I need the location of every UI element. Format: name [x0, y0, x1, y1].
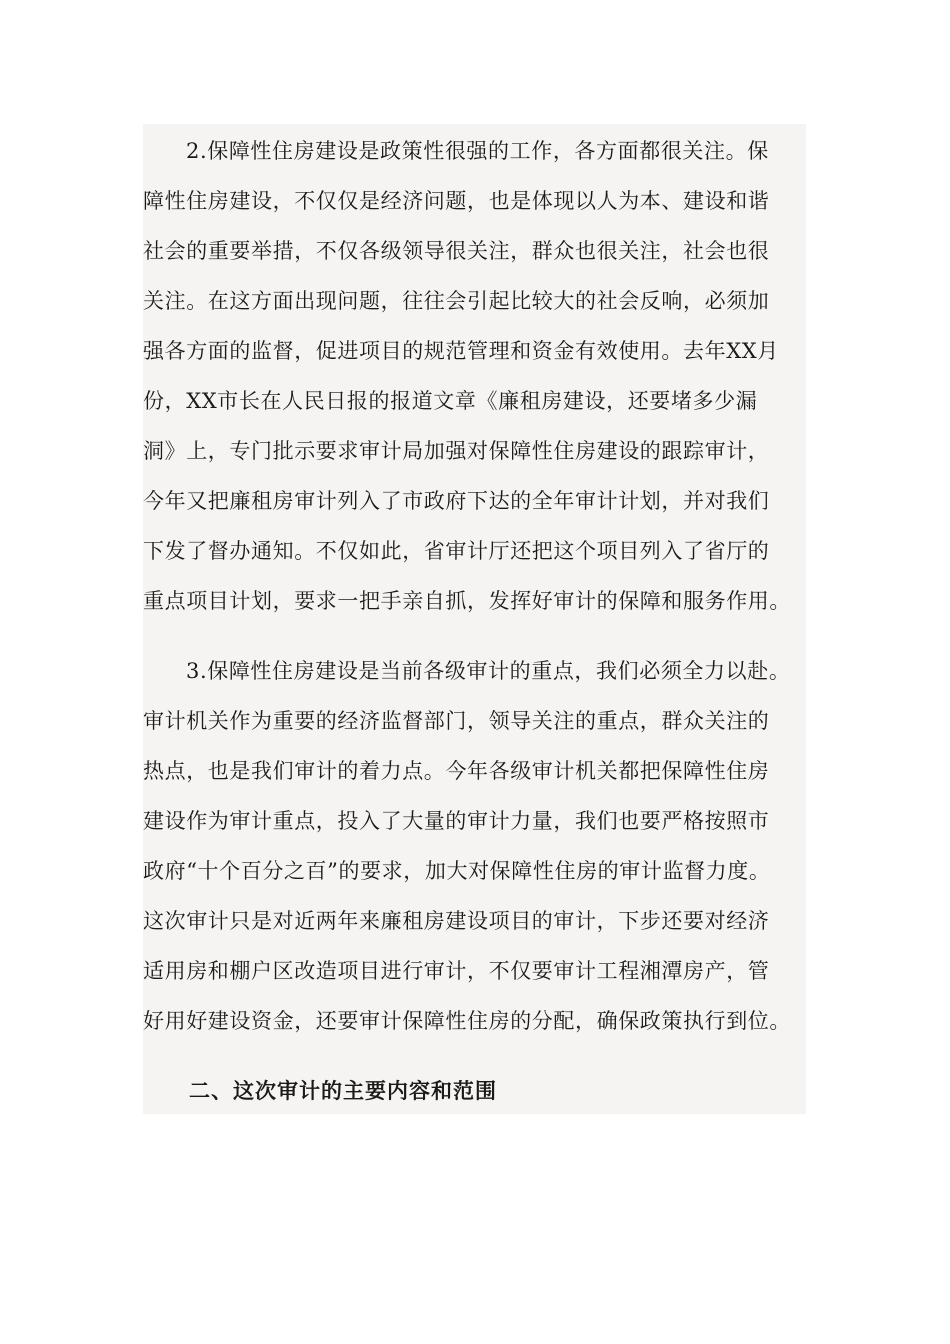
text-line: 洞》上，专门批示要求审计局加强对保障性住房建设的跟踪审计，	[143, 439, 770, 463]
section-heading: 二、这次审计的主要内容和范围	[189, 1079, 497, 1103]
paragraph-3-audit-focus	[143, 646, 833, 1046]
paragraph-2-policy-importance	[143, 126, 833, 626]
text-line: 3.保障性住房建设是当前各级审计的重点，我们必须全力以赴。	[143, 646, 794, 696]
text-line: 份，XX市长在人民日报的报道文章《廉租房建设，还要堵多少漏	[143, 389, 758, 413]
text-line: 好用好建设资金，还要审计保障性住房的分配，确保政策执行到位。	[143, 996, 795, 1046]
text-line: 建设作为审计重点，投入了大量的审计力量，我们也要严格按照市	[143, 809, 770, 833]
text-line: 2.保障性住房建设是政策性很强的工作，各方面都很关注。保	[186, 139, 769, 163]
text-block	[143, 124, 806, 1114]
text-line: 政府“十个百分之百”的要求，加大对保障性住房的审计监督力度。	[143, 846, 774, 896]
text-line: 关注。在这方面出现问题，往往会引起比较大的社会反响，必须加	[143, 289, 770, 313]
text-line: 社会的重要举措，不仅各级领导很关注，群众也很关注，社会也很	[143, 239, 770, 263]
text-line: 重点项目计划，要求一把手亲自抓，发挥好审计的保障和服务作用。	[143, 576, 795, 626]
text-line: 审计机关作为重要的经济监督部门，领导关注的重点，群众关注的	[143, 709, 770, 733]
text-line: 这次审计只是对近两年来廉租房建设项目的审计，下步还要对经济	[143, 909, 770, 933]
text-line: 强各方面的监督，促进项目的规范管理和资金有效使用。去年XX月	[143, 339, 779, 363]
text-line: 障性住房建设，不仅仅是经济问题，也是体现以人为本、建设和谐	[143, 189, 770, 213]
text-line: 热点，也是我们审计的着力点。今年各级审计机关都把保障性住房	[143, 759, 770, 783]
text-line: 下发了督办通知。不仅如此，省审计厅还把这个项目列入了省厅的	[143, 539, 770, 563]
text-line: 今年又把廉租房审计列入了市政府下达的全年审计计划，并对我们	[143, 489, 770, 513]
text-line: 适用房和棚户区改造项目进行审计，不仅要审计工程湘潭房产，管	[143, 959, 770, 983]
